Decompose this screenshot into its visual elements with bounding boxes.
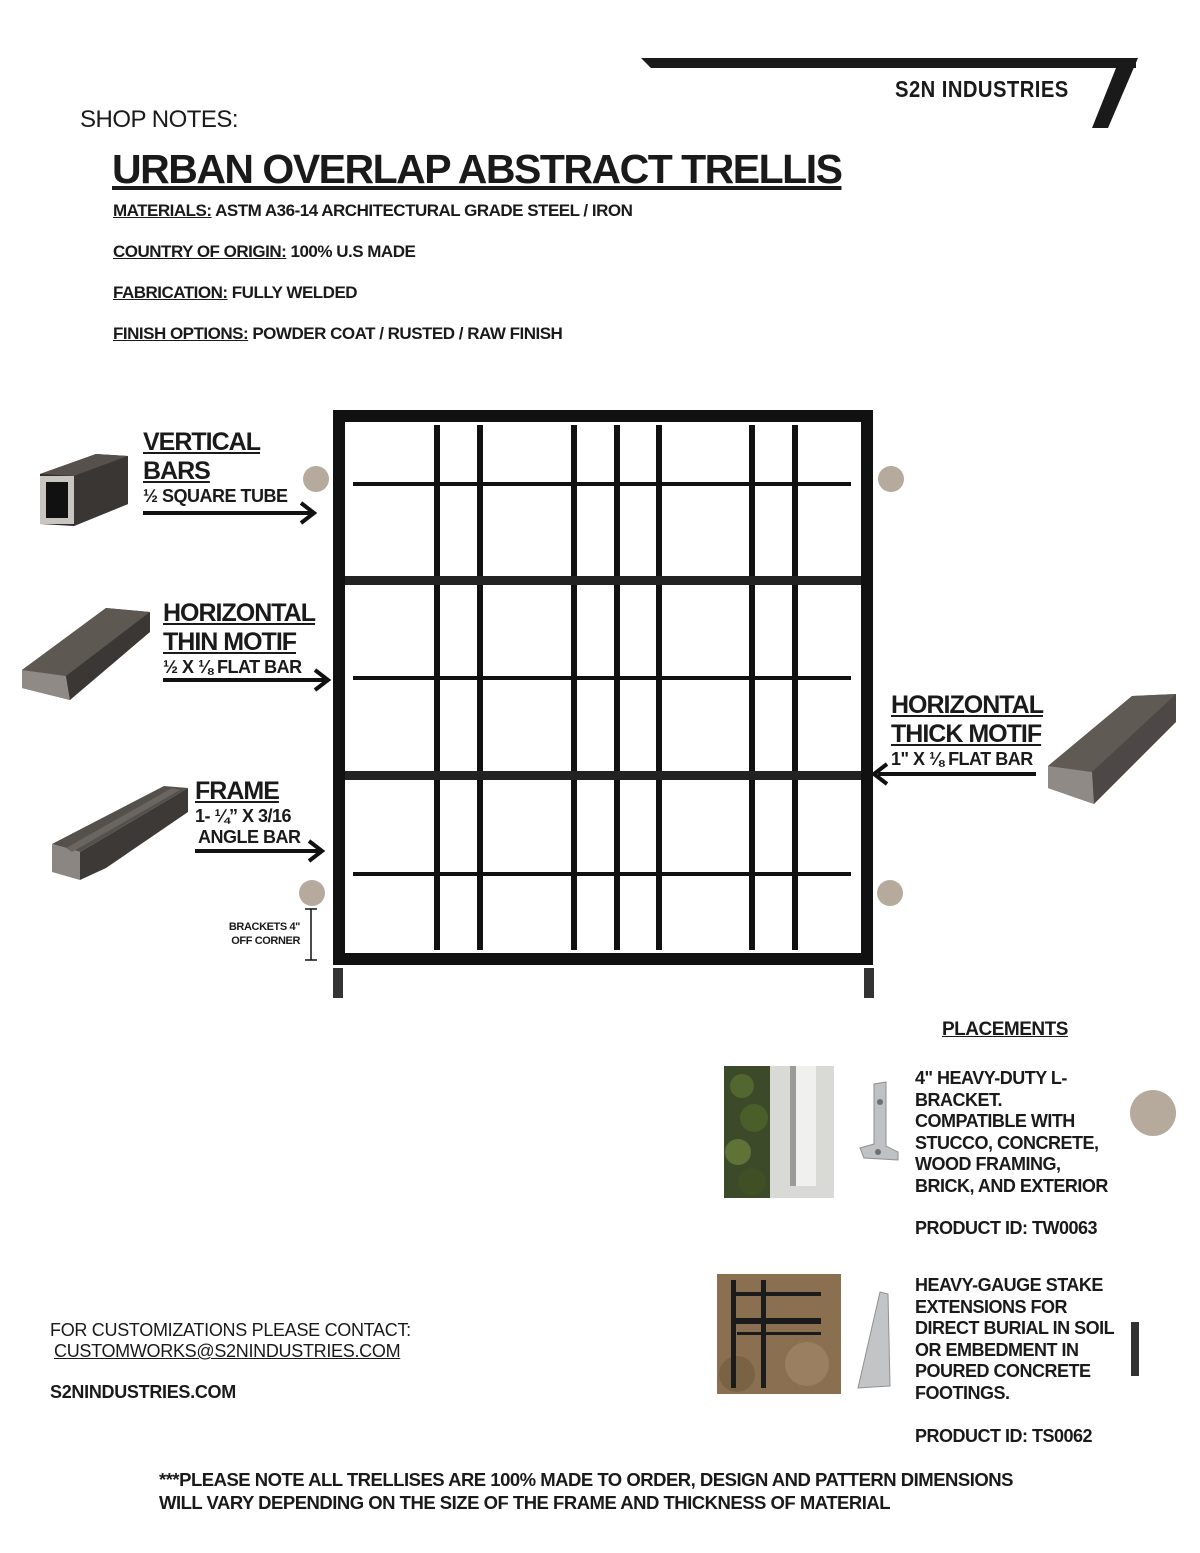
spec-materials: MATERIALS: ASTM A36-14 ARCHITECTURAL GRADE STEEL / IRON [113,201,633,220]
stake-product-image [854,1290,894,1390]
bracket-marker-top-right [878,466,904,492]
l-bracket-product-id: PRODUCT ID: TW0063 [915,1218,1098,1238]
placements-heading: PLACEMENTS [942,1019,1068,1040]
flat-bar-thin-image [14,604,154,722]
brand-name: S2N INDUSTRIES [895,76,1069,102]
brand-slash-mark [1090,58,1138,128]
angle-bar-image [46,782,192,884]
horizontal-thin-label: HORIZONTAL THIN MOTIF ½ X ⅛ FLAT BAR [163,599,316,677]
frame-arrow [195,838,329,864]
spec-origin: COUNTRY OF ORIGIN: 100% U.S MADE [113,242,416,261]
spec-fabrication: FABRICATION: FULLY WELDED [113,283,358,302]
stake-product-id: PRODUCT ID: TS0062 [915,1426,1093,1446]
horizontal-thin-bars [353,482,851,876]
flat-bar-thick-image [1044,692,1178,808]
contact-prompt: FOR CUSTOMIZATIONS PLEASE CONTACT: [50,1320,411,1340]
bracket-offset-dimension [302,908,320,962]
bracket-marker-top-left [303,466,329,492]
vertical-bars-arrow [143,500,321,526]
square-tube-image [36,444,132,530]
horizontal-thin-arrow [163,667,335,693]
stake-marker [1131,1322,1139,1376]
contact-email-link[interactable]: CUSTOMWORKS@S2NINDUSTRIES.COM [54,1341,401,1361]
horizontal-thick-label: HORIZONTAL THICK MOTIF 1" X ⅛ FLAT BAR [891,691,1044,769]
l-bracket-install-photo [724,1066,834,1198]
l-bracket-product-image [856,1080,900,1162]
brand-rule [641,58,1136,68]
stake-post-left [333,968,343,998]
contact-block [50,1320,411,1362]
website-link[interactable]: S2NINDUSTRIES.COM [50,1382,236,1402]
stake-description: HEAVY-GAUGE STAKE EXTENSIONS FOR DIRECT BURIAL IN SOIL OR EMBEDMENT IN POURED CONCRETE FOOTINGS. [915,1275,1115,1403]
page-title: URBAN OVERLAP ABSTRACT TRELLIS [112,146,842,192]
horizontal-thick-arrow [870,761,1036,787]
stake-install-photo [717,1274,841,1394]
trellis-diagram [333,410,873,965]
stake-post-right [864,968,874,998]
trellis-frame [338,415,868,960]
brackets-note: BRACKETS 4" OFF CORNER [228,921,300,947]
l-bracket-description: 4" HEAVY-DUTY L- BRACKET. COMPATIBLE WITH STUCCO, CONCRETE, WOOD FRAMING, BRICK, AND EXTERIOR [915,1068,1108,1196]
spec-finish: FINISH OPTIONS: POWDER COAT / RUSTED / RAW FINISH [113,324,563,343]
frame-label: FRAME 1- ¼” X 3/16 ANGLE BAR [195,777,301,847]
vertical-bars-label: VERTICAL BARS ½ SQUARE TUBE [143,428,288,506]
bracket-marker-bottom-left [299,880,325,906]
footnote: ***PLEASE NOTE ALL TRELLISES ARE 100% MADE TO ORDER, DESIGN AND PATTERN DIMENSIONS WILL VARY DEPENDING ON THE SIZE OF THE FRAME AND THICKNESS OF MATERIAL [159,1469,1013,1513]
placement-marker-dot [1130,1090,1176,1136]
vertical-bars [434,425,798,950]
shop-notes-label: SHOP NOTES: [80,106,239,133]
bracket-marker-bottom-right [877,880,903,906]
